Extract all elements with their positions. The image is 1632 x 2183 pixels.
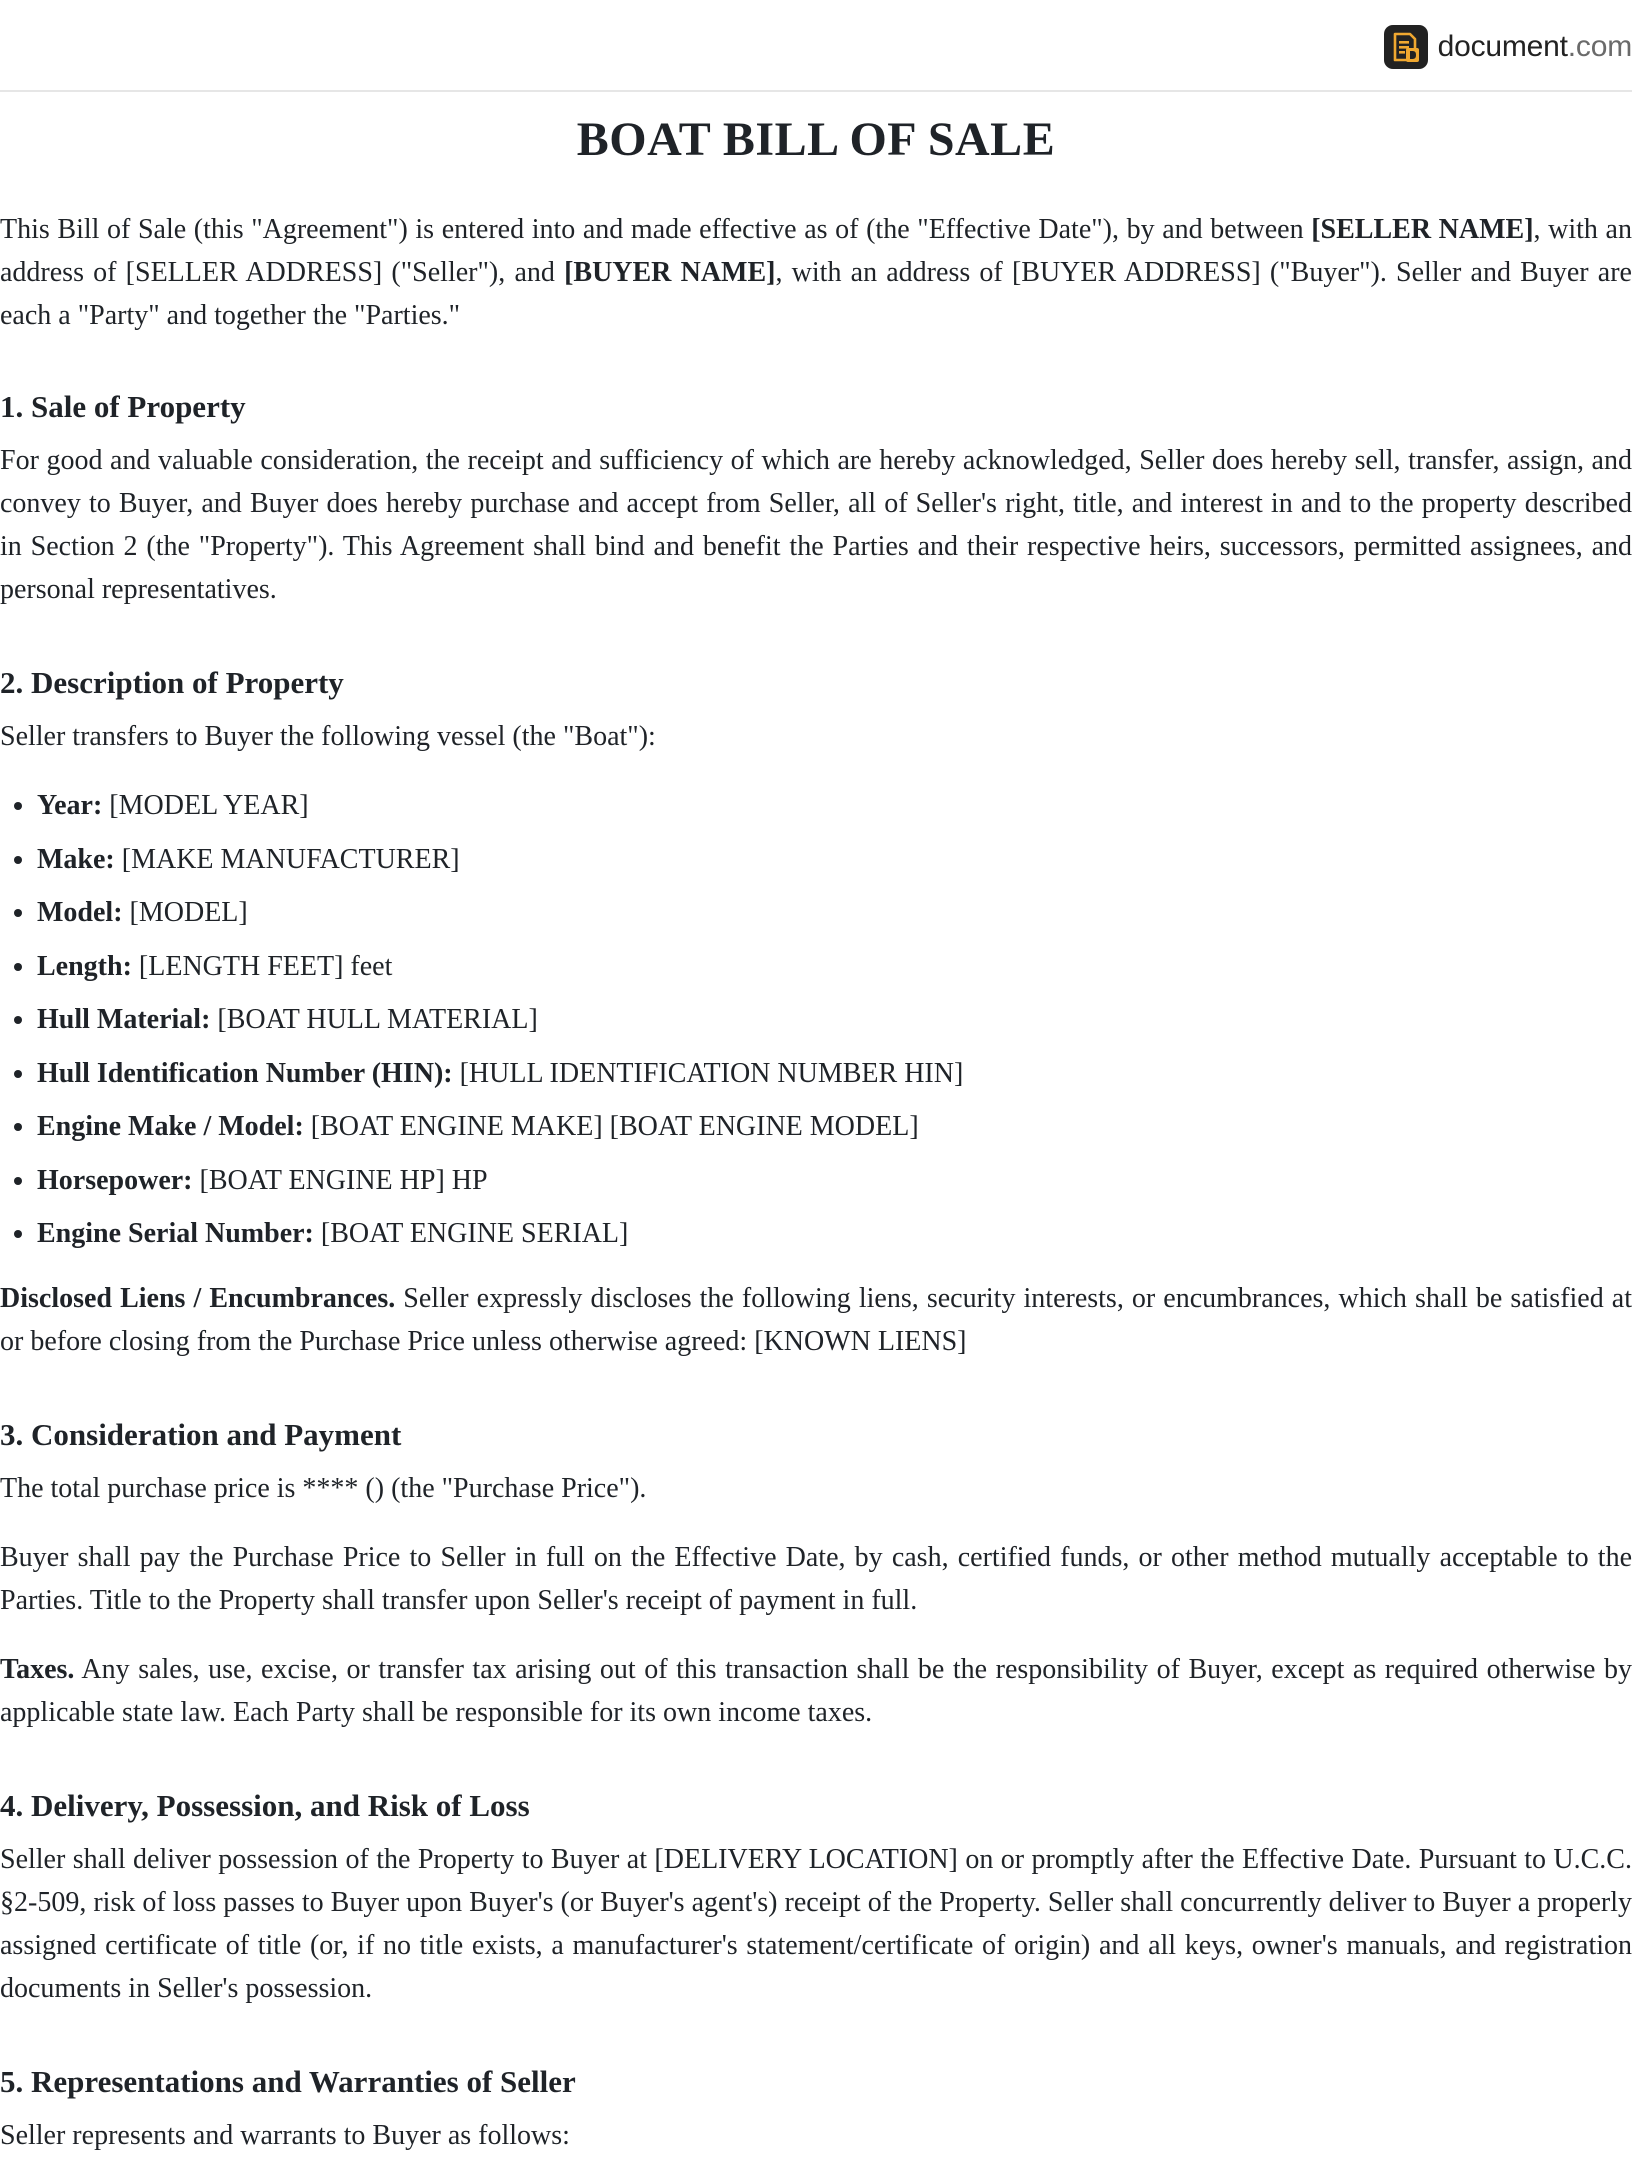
section-4-body: Seller shall deliver possession of the Property to Buyer at [DELIVERY LOCATION] on or promptly after the Effective Date. Pursuant to U.C.C. §2-509, risk of loss passes to Buyer upon Buyer's (or Buyer's agent's) receipt of the Property. Seller shall concurrently deliver to Buyer a properly assigned certificate of title (or, if no title exists, a manufacturer's statement/certificate of origin) and all keys, owner's manuals, and registration documents in Seller's possession. (0, 1844, 1632, 2004)
list-item-model (37, 891, 1632, 934)
item-value: [LENGTH FEET] feet (131, 950, 393, 982)
document-logo-icon (1384, 25, 1428, 69)
purchase-price-paragraph: The total purchase price is **** () (the "Purchase Price"). (0, 1473, 647, 1504)
section-5-heading: 5. Representations and Warranties of Seller (0, 2064, 576, 2099)
item-label: Length: (37, 950, 132, 982)
liens-label: Disclosed Liens / Encumbrances. (0, 1283, 396, 1314)
item-label: Hull Identification Number (HIN): (37, 1057, 453, 1089)
item-value: [HULL IDENTIFICATION NUMBER HIN] (452, 1057, 964, 1089)
top-bar (0, 0, 1632, 92)
taxes-text: Any sales, use, excise, or transfer tax arising out of this transaction shall be the responsibility of Buyer, except as required otherwise by applicable state law. Each Party shall be responsible for its own income taxes. (0, 1654, 1632, 1728)
brand-logo-link[interactable] (1384, 24, 1632, 70)
section-1-heading: 1. Sale of Property (0, 389, 246, 424)
liens-paragraph (0, 1277, 1632, 1363)
taxes-paragraph (0, 1648, 1632, 1734)
payment-paragraph: Buyer shall pay the Purchase Price to Seller in full on the Effective Date, by cash, certified funds, or other method mutually acceptable to the Parties. Title to the Property shall transfer upon Seller's receipt of payment in full. (0, 1542, 1632, 1616)
list-item-engine-serial (37, 1212, 1632, 1255)
intro-paragraph (0, 208, 1632, 337)
list-item-make (37, 838, 1632, 881)
list-item-hin (37, 1052, 1632, 1095)
item-value: [MODEL YEAR] (102, 790, 309, 821)
brand-tld: .com (1567, 30, 1632, 63)
buyer-name-placeholder: [BUYER NAME] (564, 257, 776, 288)
section-3-heading: 3. Consideration and Payment (0, 1417, 402, 1452)
item-label: Make: (37, 843, 115, 875)
item-value: [MODEL] (122, 897, 248, 928)
list-item-length (37, 945, 1632, 988)
item-label: Model: (37, 897, 123, 928)
list-item-hull-material (37, 998, 1632, 1041)
item-value: [MAKE MANUFACTURER] (114, 843, 460, 875)
item-label: Year: (37, 790, 103, 821)
section-1-body: For good and valuable consideration, the receipt and sufficiency of which are hereby acknowledged, Seller does hereby sell, transfer, assign, and convey to Buyer, and Buyer does hereby purchase and accept from Seller, all of Seller's right, title, and interest in and to the property described in Section 2 (the "Property"). This Agreement shall bind and benefit the Parties and their respective heirs, successors, permitted assignees, and personal representatives. (0, 445, 1632, 605)
intro-text-1: This Bill of Sale (this "Agreement") is entered into and made effective as of (the "Effective Date"), by and between (0, 214, 1312, 245)
intro-text-3: , with an address of [BUYER ADDRESS] ("Buyer"). Seller and Buyer are each a "Party" and together the "Parties." (0, 257, 1632, 331)
section-2-heading: 2. Description of Property (0, 665, 344, 700)
item-label: Engine Make / Model: (37, 1111, 304, 1142)
liens-text: Seller expressly discloses the following liens, security interests, or encumbrances, which shall be satisfied at or before closing from the Purchase Price unless otherwise agreed: [KNOWN LIENS] (0, 1283, 1632, 1357)
item-value: [BOAT HULL MATERIAL] (210, 1004, 538, 1035)
item-value: [BOAT ENGINE HP] HP (192, 1164, 488, 1196)
item-label: Horsepower: (37, 1164, 193, 1196)
item-value: [BOAT ENGINE MAKE] [BOAT ENGINE MODEL] (303, 1111, 919, 1142)
item-label: Engine Serial Number: (37, 1218, 314, 1249)
boat-details-list (0, 784, 1632, 1255)
taxes-label: Taxes. (0, 1654, 75, 1685)
item-value: [BOAT ENGINE SERIAL] (313, 1218, 629, 1249)
brand-wordmark (1438, 32, 1632, 62)
list-item-engine-make-model (37, 1105, 1632, 1148)
section-4-heading: 4. Delivery, Possession, and Risk of Loss (0, 1788, 530, 1823)
document-logo-glyph (1389, 30, 1423, 64)
list-item-horsepower (37, 1159, 1632, 1202)
brand-name: document (1437, 30, 1568, 63)
section-2-intro: Seller transfers to Buyer the following vessel (the "Boat"): (0, 721, 656, 752)
document-title: BOAT BILL OF SALE (576, 113, 1056, 166)
item-label: Hull Material: (37, 1004, 211, 1035)
document-body (0, 92, 1632, 2183)
seller-name-placeholder: [SELLER NAME] (1311, 214, 1534, 245)
intro-text-2: , with an address of [SELLER ADDRESS] ("Seller"), and (0, 214, 1632, 288)
list-item-year (37, 784, 1632, 827)
section-5-intro: Seller represents and warrants to Buyer as follows: (0, 2120, 570, 2151)
